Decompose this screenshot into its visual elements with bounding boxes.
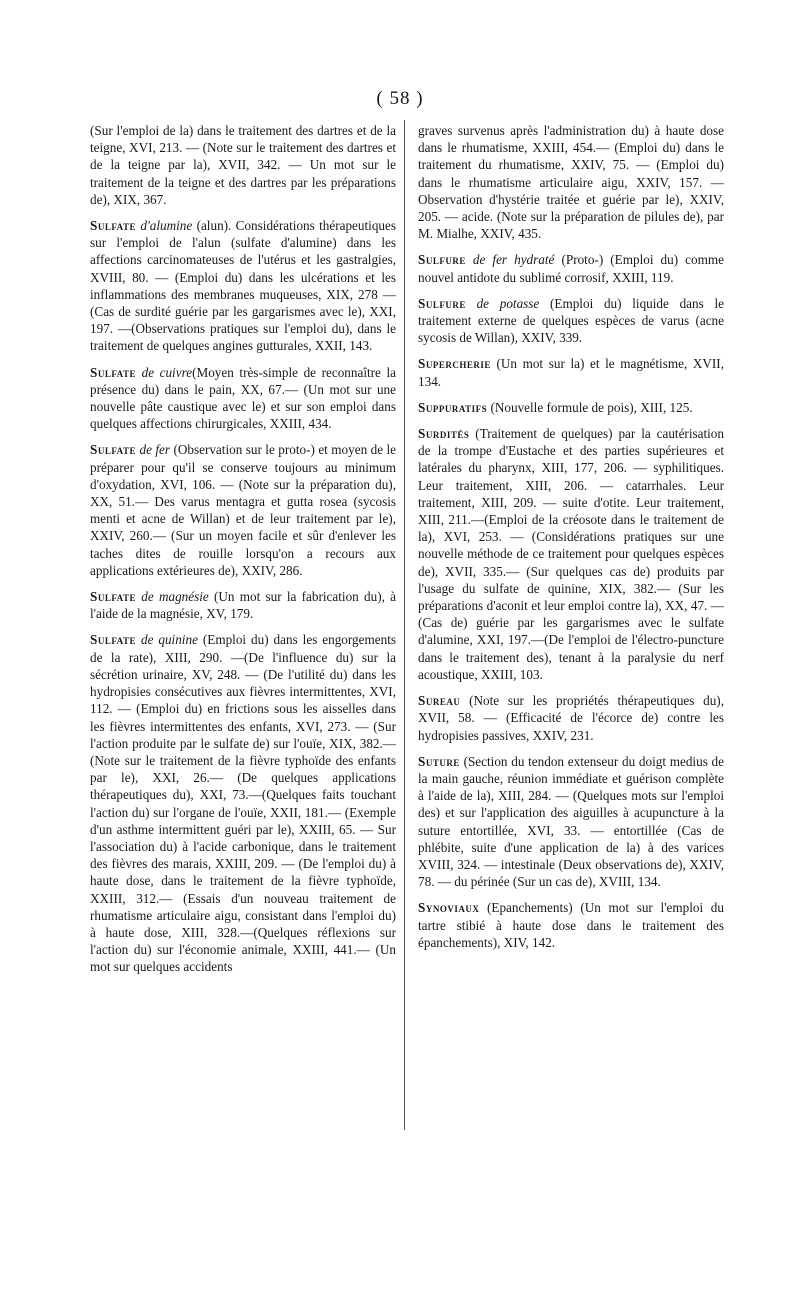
entry-heading: Suture [418,753,460,769]
index-entry [90,217,396,355]
index-entry [418,399,724,416]
entry-subheading: de cuivre [141,364,193,380]
entry-subheading: de magnésie [141,589,209,605]
index-entry [418,425,724,683]
entry-text: (Note sur les propriétés thérapeutiques du), XVII, 58. — (Efficacité de l'écorce de) contre les hydropisies passives, XXIV, 231. [418,693,724,743]
index-entry [418,251,724,285]
index-entry [90,441,396,579]
entry-text: (Epanchements) (Un mot sur l'emploi du tartre stibié à haute dose dans le traitement des épanchements), XIV, 142. [418,900,724,950]
entry-text: (Traitement de quelques) par la cautérisation de la trompe d'Eustache et des parties supérieures et latérales du pharynx, XIII, 177, 206. — syphilitiques. Leur traitement, XIII, 206. — catarrhales. Leur traitement, XIII, 209. — suite d'otite. Leur traitement, XIII, 211.—(Emploi de la créosote dans le traitement de la), XVI, 253. — (Considérations pratiques sur une nouvelle méthode de ce traitement pour quelques espèces de), XVII, 335.— (Sur quelques cas de) produits par l'usage du sulfate de quinine, XIX, 382.— (Sur les préparations d'aconit et leur emploi contre la), XX, 47. — (Cas de) guérie par les gargarismes avec le sulfate d'alumine, XXI, 197.—(De l'emploi de l'électro-puncture dans le traitement des), tenant à la paralysie du nerf acoustique, XXIII, 103. [418,426,724,682]
index-entry [90,631,396,975]
entry-subheading: de fer [139,442,171,458]
entry-text: (Sur l'emploi de la) dans le traitement des dartres et de la teigne, XVI, 213. — (Note sur le traitement des dartres et de la teigne par la), XVII, 342. — Un mot sur le traitement de la teigne et des dartres par les préparations de), XIX, 367. [90,123,396,207]
entry-text: (Observation sur le proto-) et moyen de le préparer pour qu'il se conserve toujours au minimum d'oxydation, XVI, 106. — (Note sur la préparation du), XX, 51.— Des varus mentagra et gutta rosea (sycosis menti et acne de Willan) et de leur traitement par le), XXIV, 260.— (Sur un moyen facile et sûr d'enlever les taches dites de rouille lorsqu'on a recours aux applications extérieures de), XXIV, 286. [90,442,397,578]
entry-text: (Proto-) (Emploi du) comme nouvel antidote du sublimé corrosif, XXIII, 119. [418,252,724,285]
entry-text: (alun). Considérations thérapeutiques sur l'emploi de l'alun (sulfate d'alumine) dans les affections carcinomateuses de l'utérus et les gastralgies, XVIII, 80. — (Emploi du) dans les ulcérations et les inflammations des membranes muqueuses, XIX, 278 —(Cas de surdité guérie par les gargarismes avec le), XXI, 197. —(Observations pratiques sur l'emploi du), dans le traitement de quelques angines gutturales, XXII, 143. [90,218,396,354]
entry-heading: Sulfate [90,589,137,605]
entry-heading: Sureau [418,693,461,709]
entry-text: (Un mot sur la) et le magnétisme, XVII, 134. [418,356,724,389]
index-entry [418,355,724,389]
index-entry [90,364,396,433]
entry-text: (Nouvelle formule de pois), XIII, 125. [487,399,693,415]
entry-heading: Sulfate [90,218,137,234]
entry-subheading: de fer hydraté [472,252,555,268]
index-entry [418,692,724,744]
entry-subheading: de quinine [140,632,198,648]
entry-text: (Moyen très-simple de reconnaître la présence du) dans le pain, XX, 67.— (Un mot sur une nouvelle pâte caustique avec le) et sur son emploi dans quelques affections chirurgicales, XXIII, 434. [90,364,396,432]
entry-heading: Sulfate [90,364,137,380]
entry-text: (Emploi du) dans les engorgements de la rate), XIII, 290. —(De l'influence du) sur la sécrétion urinaire, XV, 248. — (De l'utilité du) dans les hydropisies consécutives aux fièvres intermittentes, XVI, 112. — (Emploi du) en frictions sous les aisselles dans les fièvres intermittentes des enfants, XVI, 273. — (Sur l'action produite par le sulfate de) sur l'ouïe, XIX, 382.—(Note sur le traitement de la fièvre typhoïde des enfants par le), XXI, 26.— (De quelques applications thérapeutiques du), XXI, 73.—(Quelques faits touchant l'action du) sur l'organe de l'ouïe, XXII, 181.— (Exemple d'un asthme intermittent guéri par le), XXIII, 65. — Sur l'association du) à l'acide carbonique, dans le traitement des fièvres des marais, XXIII, 209. — (De l'emploi du) à haute dose, dans le traitement de la fièvre typhoïde, XXIII, 312.— (Essais d'un nouveau traitement de rhumatisme articulaire aigu, consistant dans l'emploi du) à haute dose, XIII, 328.—(Quelques réflexions sur l'action du) sur l'économie animale, XXIII, 441.— (Un mot sur quelques accidents [90,632,396,975]
right-column [418,122,724,960]
entry-subheading: d'alumine [140,218,193,234]
entry-heading: Surdités [418,426,470,442]
entry-heading: Synoviaux [418,900,480,916]
entry-text: graves survenus après l'administration du) à haute dose dans le rhumatisme, XXIII, 454.— (Emploi du) dans le traitement du rhumatisme, XXIV, 75. — (Emploi du) dans le rhumatisme articulaire aigu, XXIV, 157. — Observation d'hystérie traitée et guérie par le), XXIV, 205. — acide. (Note sur la préparation de pilules de), par M. Mialhe, XXIV, 435. [418,123,724,242]
index-entry [90,122,396,208]
entry-text: (Un mot sur la fabrication du), à l'aide de la magnésie, XV, 179. [90,589,396,622]
index-entry [418,899,724,951]
entry-subheading: de potasse [476,295,540,311]
entry-heading: Supercherie [418,356,491,372]
left-column [90,122,396,985]
index-entry [90,588,396,622]
entry-heading: Sulfate [90,442,137,458]
index-entry [418,753,724,891]
entry-text: (Emploi du) liquide dans le traitement externe de quelques espèces de varus (acne sycosis de Willan), XXIV, 339. [418,295,724,346]
index-entry [418,122,724,242]
entry-heading: Sulfure [418,252,466,268]
entry-heading: Suppuratifs [418,399,488,415]
column-divider [404,120,405,1130]
index-entry [418,295,724,347]
page-number: ( 58 ) [376,88,424,109]
entry-heading: Sulfure [418,295,466,311]
entry-heading: Sulfate [90,632,137,648]
entry-text: (Section du tendon extenseur du doigt medius de la main gauche, réunion immédiate et guérison complète à l'aide de la), XIII, 284. — (Quelques mots sur l'emploi des) et sur l'application des aiguilles à acupuncture à la suture entortillée, XVI, 33. — entortillée (Cas de phlébite, suite d'une application de la) à des varices XVIII, 324. — intestinale (Deux observations de), XXIV, 78. — du périnée (Sur un cas de), XVIII, 134. [418,753,724,890]
